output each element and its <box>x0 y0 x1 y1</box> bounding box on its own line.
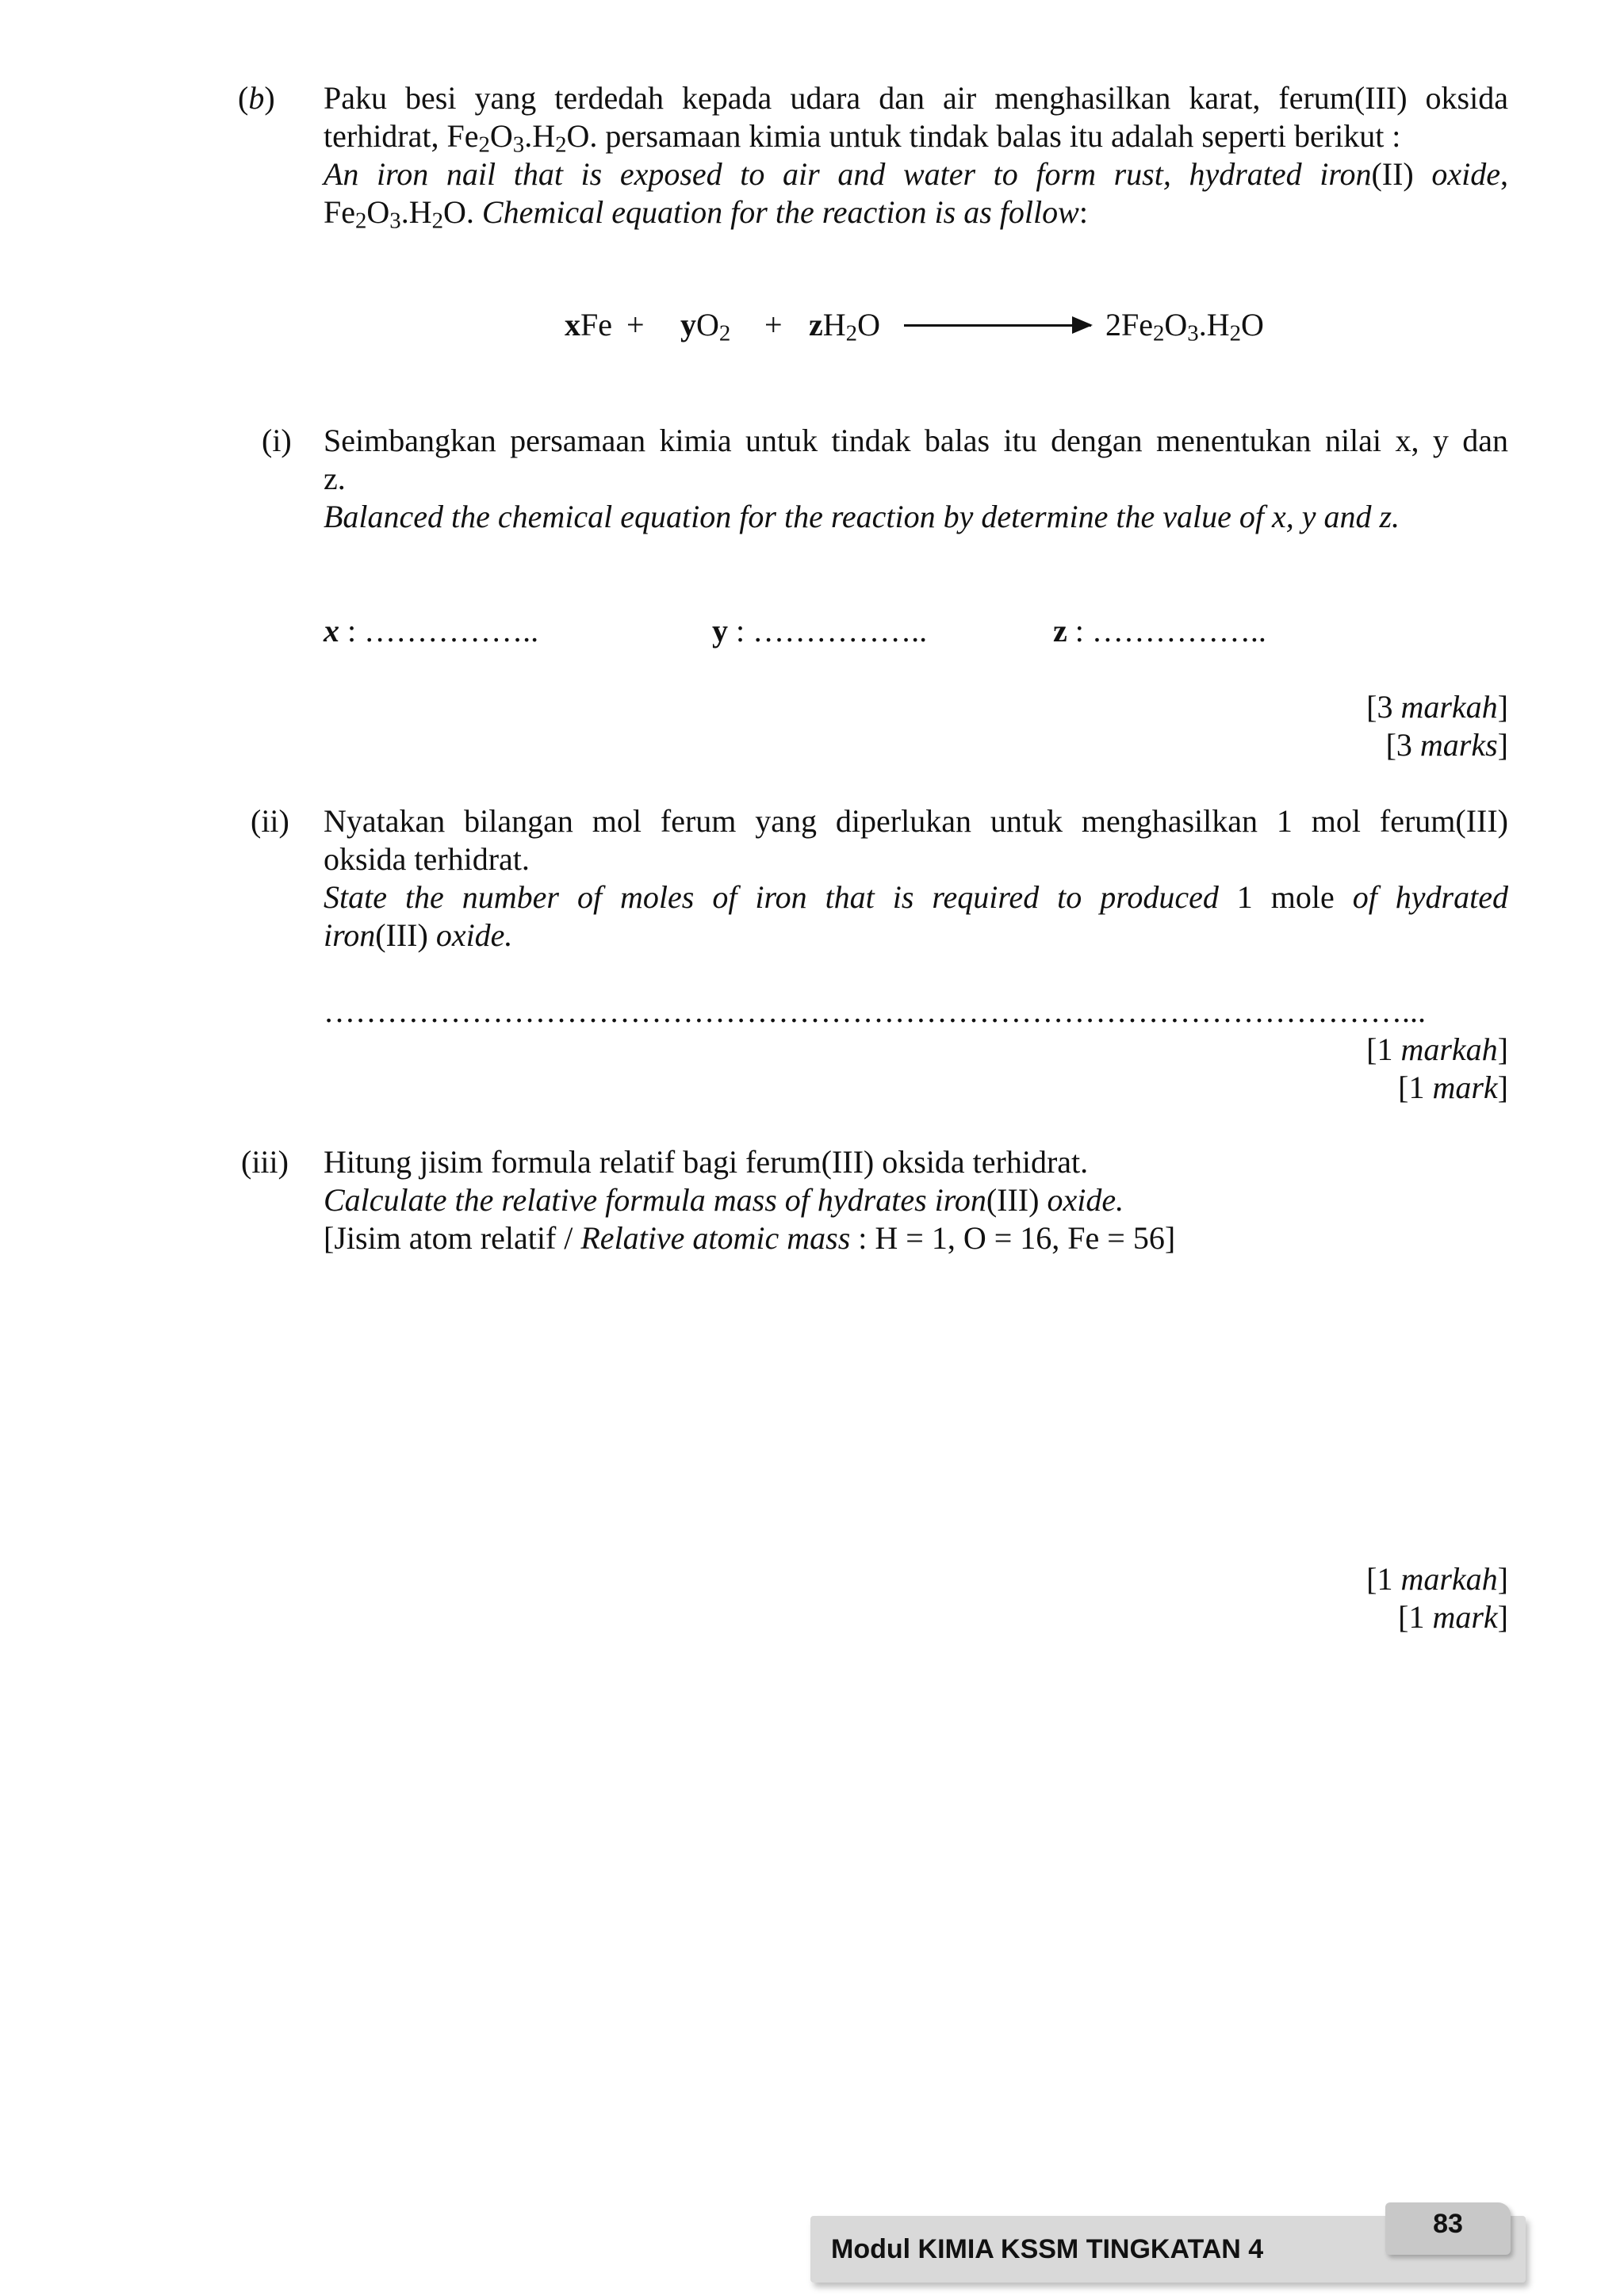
page-number: 83 <box>1433 2209 1463 2239</box>
part-iii-marks-malay <box>1189 1560 1508 1598</box>
part-ii-english-line1 <box>324 878 1508 916</box>
part-iii-marks-english <box>1189 1598 1508 1636</box>
question-b-english-line2 <box>324 193 1088 232</box>
part-i-label: (i) <box>262 423 292 458</box>
subscript: 3 <box>389 208 401 234</box>
text-seg: iron <box>324 917 376 953</box>
equation-plus-1: + <box>626 307 645 342</box>
coefficient-z: z <box>809 307 823 342</box>
question-b-english-line1: An iron nail that is exposed to air and water to form rust, hydrated iron(II) oxide, <box>324 156 1508 192</box>
question-label: (b) <box>238 80 275 116</box>
blank-dots: : …………….. <box>339 613 539 649</box>
subscript: 2 <box>555 132 567 158</box>
text-seg: [1 <box>1366 1561 1401 1597</box>
text-seg: 1 mole <box>1218 879 1353 915</box>
x-label: x <box>324 613 339 649</box>
equation-reactant-o2 <box>680 306 730 344</box>
text-seg: H <box>822 307 846 342</box>
part-i-malay-line2: z. <box>324 461 346 496</box>
equation-reactant-fe <box>565 306 612 344</box>
text-seg: O <box>489 118 513 154</box>
text-seg: [3 <box>1385 727 1420 763</box>
text-seg: Fe <box>324 194 355 230</box>
subscript: 2 <box>718 320 731 346</box>
text-seg: oxide <box>1413 156 1500 192</box>
text-seg: [1 <box>1398 1070 1433 1105</box>
text-seg: .H <box>524 118 556 154</box>
text-seg: Chemical equation for the reaction is as follow <box>481 194 1079 230</box>
text-seg: (II) <box>1371 156 1414 192</box>
text-seg: O <box>857 307 880 342</box>
text-seg: O <box>696 307 719 342</box>
subscript: 2 <box>845 320 858 346</box>
part-iii-label: (iii) <box>241 1144 289 1180</box>
text-seg: An iron nail that is exposed to air and water to form rust, hydrated iron <box>324 156 1372 192</box>
subscript: 2 <box>1153 320 1165 346</box>
text-seg: ] <box>1497 1031 1508 1067</box>
text-seg: mark <box>1432 1070 1498 1105</box>
part-i-malay-line1: Seimbangkan persamaan kimia untuk tindak balas itu dengan menentukan nilai x, y dan <box>324 423 1508 458</box>
subscript: 2 <box>1229 320 1241 346</box>
text-seg: of hydrated <box>1352 879 1508 915</box>
text-seg: markah <box>1400 689 1498 725</box>
coefficient-x: x <box>565 307 580 342</box>
text-seg: ] <box>1497 727 1508 763</box>
text-seg: oxide. <box>427 917 513 953</box>
answer-y-field[interactable] <box>712 612 927 650</box>
text-seg: .H <box>400 194 432 230</box>
arrow-head-icon <box>1072 316 1093 334</box>
blank-dots: : …………….. <box>1067 613 1266 649</box>
part-iii-malay: Hitung jisim formula relatif bagi ferum(III) oksida terhidrat. <box>324 1144 1089 1180</box>
part-iii-answer-space[interactable] <box>324 1269 1508 1538</box>
equation-product <box>1105 306 1264 344</box>
answer-z-field[interactable] <box>1053 612 1266 650</box>
text-seg: [1 <box>1366 1031 1401 1067</box>
z-label: z <box>1053 613 1067 649</box>
text-seg: ] <box>1497 1561 1508 1597</box>
text-seg: (III) <box>375 917 428 953</box>
text-seg: Fe <box>580 307 612 342</box>
text-seg: markah <box>1400 1561 1498 1597</box>
y-label: y <box>712 613 728 649</box>
text-seg: [1 <box>1398 1599 1433 1635</box>
answer-x-field[interactable] <box>324 612 538 650</box>
text-seg: ] <box>1497 1599 1508 1635</box>
part-ii-english-line2 <box>324 916 512 955</box>
question-b-malay-line2 <box>324 117 1401 158</box>
footer-title: Modul KIMIA KSSM TINGKATAN 4 <box>831 2234 1264 2264</box>
part-ii-marks-english <box>1189 1069 1508 1107</box>
part-i-marks-malay <box>1189 688 1508 726</box>
part-ii-answer-line[interactable]: …………………………………………………………………………………………... <box>324 993 1426 1029</box>
text-seg: mark <box>1432 1599 1498 1635</box>
equation-reactant-h2o <box>809 306 880 344</box>
part-iii-relative-atomic-mass <box>324 1219 1175 1257</box>
subscript: 2 <box>431 208 443 234</box>
text-seg: Relative atomic mass <box>580 1220 851 1256</box>
text-seg: marks <box>1419 727 1498 763</box>
part-ii-marks-malay <box>1189 1031 1508 1069</box>
text-seg: [3 <box>1366 689 1401 725</box>
text-seg: (III) <box>986 1182 1040 1218</box>
text-seg: State the number of moles of iron that is required to produced <box>324 879 1219 915</box>
part-ii-label: (ii) <box>251 803 289 839</box>
text-seg: markah <box>1400 1031 1498 1067</box>
part-i-english: Balanced the chemical equation for the reaction by determine the value of x, y and z. <box>324 499 1400 534</box>
text-seg: O. <box>443 194 482 230</box>
question-letter: b <box>248 80 265 116</box>
text-seg: : H = 1, O = 16, Fe = 56] <box>850 1220 1176 1256</box>
text-seg: O <box>366 194 390 230</box>
text-seg: terhidrat, Fe <box>324 118 479 154</box>
text-seg: : <box>1078 194 1088 230</box>
subscript: 3 <box>1187 320 1199 346</box>
equation-plus-2: + <box>764 307 783 342</box>
coefficient-y: y <box>680 307 696 342</box>
text-seg: ] <box>1497 689 1508 725</box>
text-seg: [Jisim atom relatif / <box>324 1220 581 1256</box>
question-b-malay-line1: Paku besi yang terdedah kepada udara dan air menghasilkan karat, ferum(III) oksida <box>324 80 1508 116</box>
text-seg: O <box>1164 307 1188 342</box>
part-iii-english <box>324 1181 1124 1219</box>
part-ii-malay-line2: oksida terhidrat. <box>324 841 530 877</box>
text-seg: ] <box>1497 1070 1508 1105</box>
text-seg: oxide. <box>1039 1182 1124 1218</box>
part-i-marks-english <box>1189 726 1508 764</box>
text-seg: 2Fe <box>1105 307 1153 342</box>
subscript: 3 <box>512 132 525 158</box>
text-seg: .H <box>1198 307 1230 342</box>
part-ii-malay-line1: Nyatakan bilangan mol ferum yang diperlukan untuk menghasilkan 1 mol ferum(III) <box>324 803 1508 839</box>
text-seg: Calculate the relative formula mass of hydrates iron <box>324 1182 986 1218</box>
text-seg: O. persamaan kimia untuk tindak balas itu adalah seperti berikut : <box>566 118 1401 154</box>
blank-dots: : …………….. <box>728 613 928 649</box>
subscript: 2 <box>478 132 490 158</box>
subscript: 2 <box>355 208 367 234</box>
text-seg: O <box>1241 307 1264 342</box>
reaction-arrow-icon <box>904 324 1091 327</box>
